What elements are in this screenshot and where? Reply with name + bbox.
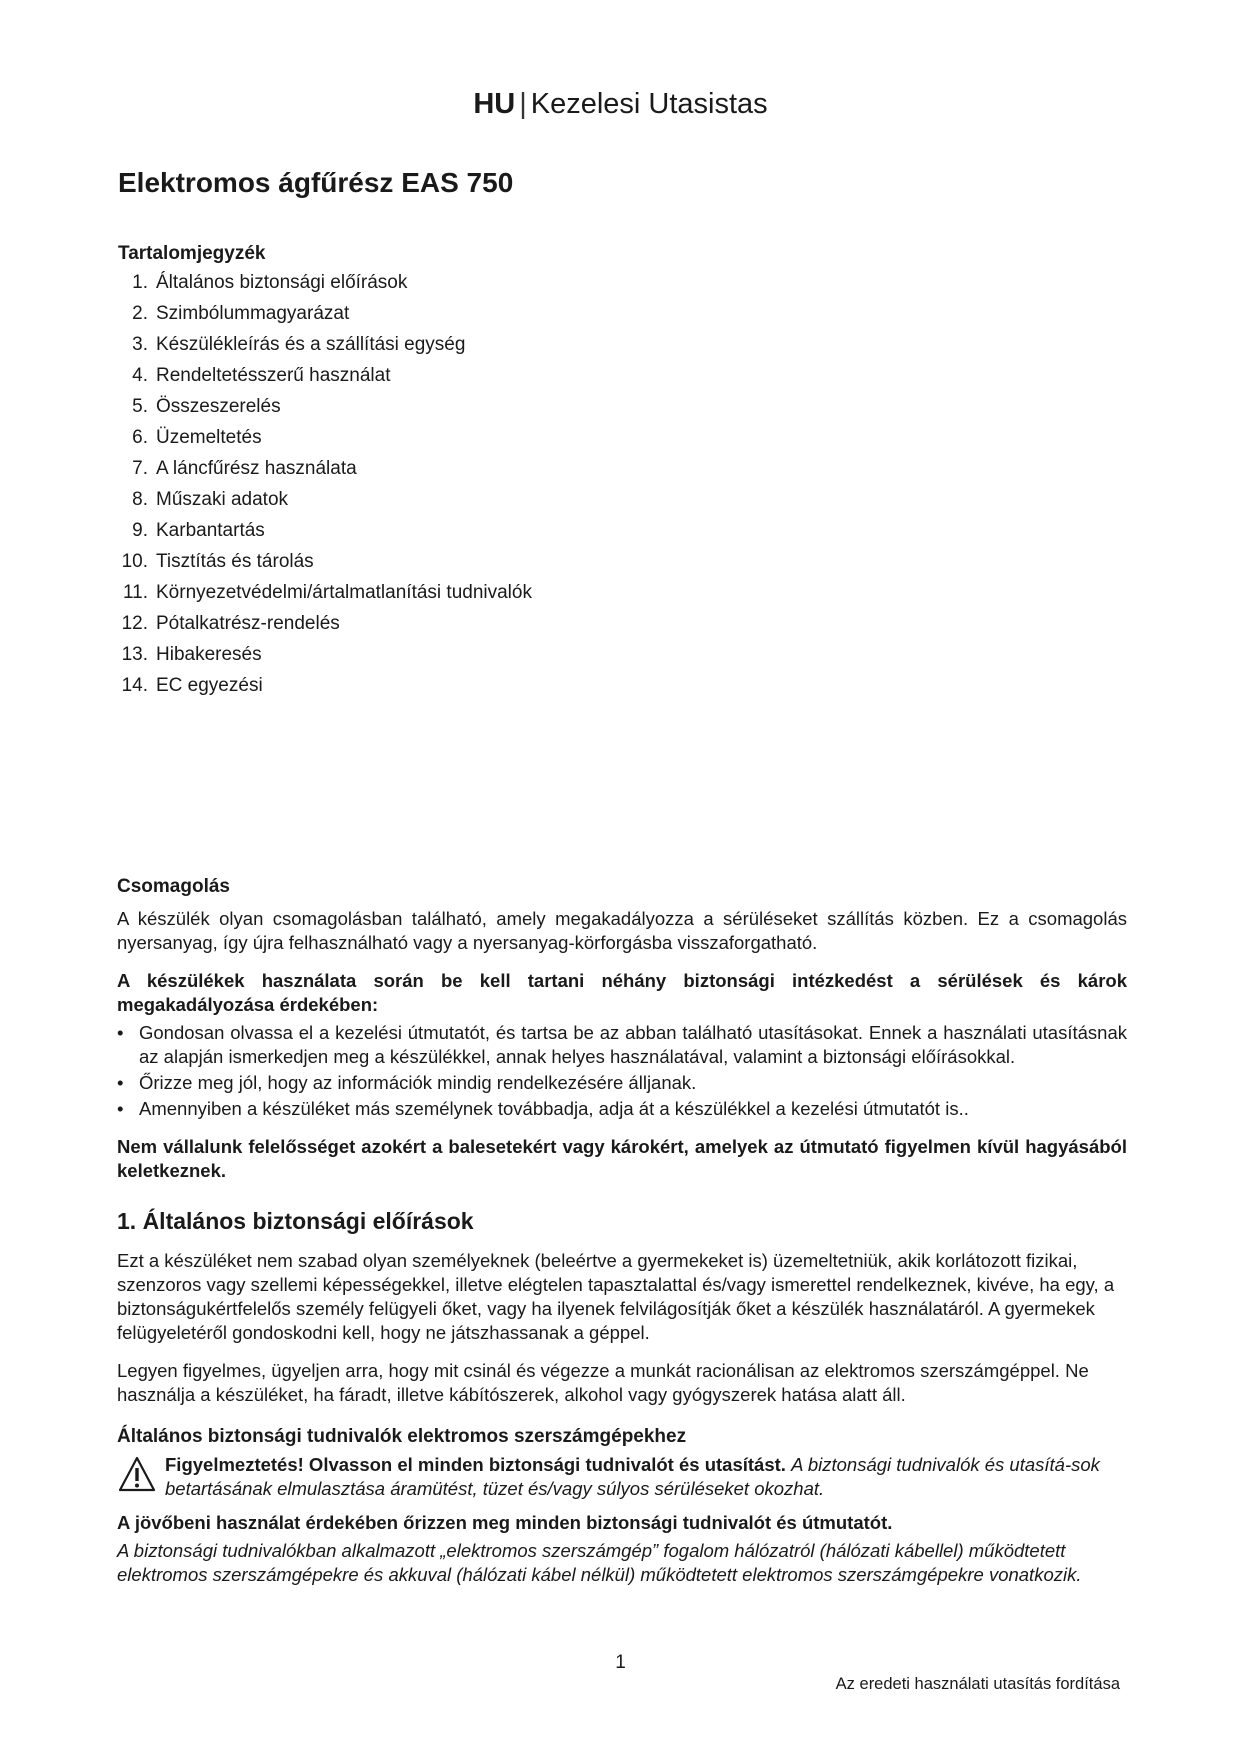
warning-text-italic: A biztonsági tudnivalók és utasítá-sok betartásának elmulasztása áramütést, tüzet és/vagy súlyos sérüléseket okozhat.	[165, 1454, 1100, 1499]
subheading: Általános biztonsági tudnivalók elektromos szerszámgépekhez	[117, 1426, 687, 1447]
section-heading: 1. Általános biztonsági előírások	[117, 1208, 474, 1234]
section-paragraph: Legyen figyelmes, ügyeljen arra, hogy mit csinál és végezze a munkát racionálisan az elektromos szerszámgéppel. Ne használja a készüléket, ha fáradt, illetve kábítószerek, alkohol vagy gyógyszerek hatása alatt áll.	[117, 1360, 1089, 1405]
toc-item: 12. Pótalkatrész-rendelés	[121, 613, 340, 634]
toc-item: 7. A láncfűrész használata	[132, 458, 357, 479]
toc-heading: Tartalomjegyzék	[118, 243, 266, 264]
toc-item: 13. Hibakeresés	[121, 644, 262, 665]
definition-note: A biztonsági tudnivalókban alkalmazott „elektromos szerszámgép” fogalom hálózatról (hálózati kábellel) működtetett elektromos szerszámgépekre és akkuval (hálózati kábel nélkül) működtetett elektromos szerszámgépekre vonatkozik.	[117, 1540, 1082, 1585]
toc-item: 11. Környezetvédelmi/ártalmatlanítási tudnivalók	[122, 582, 532, 603]
toc-item: 14. EC egyezési	[121, 675, 263, 696]
language-code: HU	[473, 88, 516, 120]
header-title: Kezelesi Utasistas	[530, 88, 768, 120]
page-number: 1	[615, 1652, 626, 1673]
page-header	[0, 88, 1241, 121]
table-of-contents	[118, 267, 532, 701]
translation-note: Az eredeti használati utasítás fordítása	[835, 1675, 1120, 1693]
header-separator: |	[519, 88, 527, 120]
safety-bullets	[117, 1021, 1127, 1121]
document-title: Elektromos ágfűrész EAS 750	[118, 167, 514, 198]
toc-item: 4. Rendeltetésszerű használat	[132, 365, 391, 386]
safety-intro: A készülékek használata során be kell tartani néhány biztonsági intézkedést a sérülések és károk megakadályozása érdekében:	[117, 970, 1127, 1015]
section-paragraph: Ezt a készüléket nem szabad olyan személyeknek (beleértve a gyermekeket is) üzemeltetniük, akik korlátozott fizikai, szenzoros vagy szellemi képességekkel, illetve elégtelen tapasztalattal és/vagy ismerettel rendelkeznek, kivéve, ha egy, a biztonságukértfelelős személy felügyeli őket, vagy ha ilyenek felvilágosítják őket a készülék használatáról. A gyermekek felügyeletéről gondoskodni kell, hogy ne játszhassanak a géppel.	[117, 1250, 1115, 1343]
main-content	[117, 875, 1127, 1587]
toc-item: 6. Üzemeltetés	[132, 427, 262, 448]
toc-item: 5. Összeszerelés	[132, 396, 281, 417]
list-item: • Őrizze meg jól, hogy az információk mindig rendelkezésére álljanak.	[117, 1072, 697, 1093]
list-item: • Gondosan olvassa el a kezelési útmutatót, és tartsa be az abban található utasításokat. Ennek a használati utasításnak az alapján ismerkedjen meg a készülékkel, annak helyes használatával, valamint a biztonsági előírásokkal.	[117, 1022, 1127, 1067]
packaging-text: A készülék olyan csomagolásban található, amely megakadályozza a sérüléseket szállítás közben. Ez a csomagolás nyersanyag, így újra felhasználható vagy a nyersanyag-körforgásba visszaforgatható.	[117, 908, 1127, 953]
toc-item: 8. Műszaki adatok	[132, 489, 289, 510]
toc-item: 1. Általános biztonsági előírások	[132, 272, 408, 293]
disclaimer: Nem vállalunk felelősséget azokért a balesetekért vagy károkért, amelyek az útmutató figyelmen kívül hagyásából keletkeznek.	[117, 1136, 1127, 1181]
warning-triangle-icon	[117, 1455, 157, 1495]
toc-item: 3. Készülékleírás és a szállítási egység	[132, 334, 466, 355]
warning-text-bold: Figyelmeztetés! Olvasson el minden biztonsági tudnivalót és utasítást.	[165, 1454, 786, 1475]
toc-item: 10. Tisztítás és tárolás	[121, 551, 314, 572]
keep-instructions: A jövőbeni használat érdekében őrizzen meg minden biztonsági tudnivalót és útmutatót.	[117, 1512, 893, 1533]
toc-item: 9. Karbantartás	[132, 520, 265, 541]
list-item: • Amennyiben a készüléket más személynek továbbadja, adja át a készülékkel a kezelési útmutatót is..	[117, 1098, 969, 1119]
warning-block	[117, 1453, 1127, 1501]
packaging-heading: Csomagolás	[117, 876, 230, 897]
toc-item: 2. Szimbólummagyarázat	[132, 303, 350, 324]
